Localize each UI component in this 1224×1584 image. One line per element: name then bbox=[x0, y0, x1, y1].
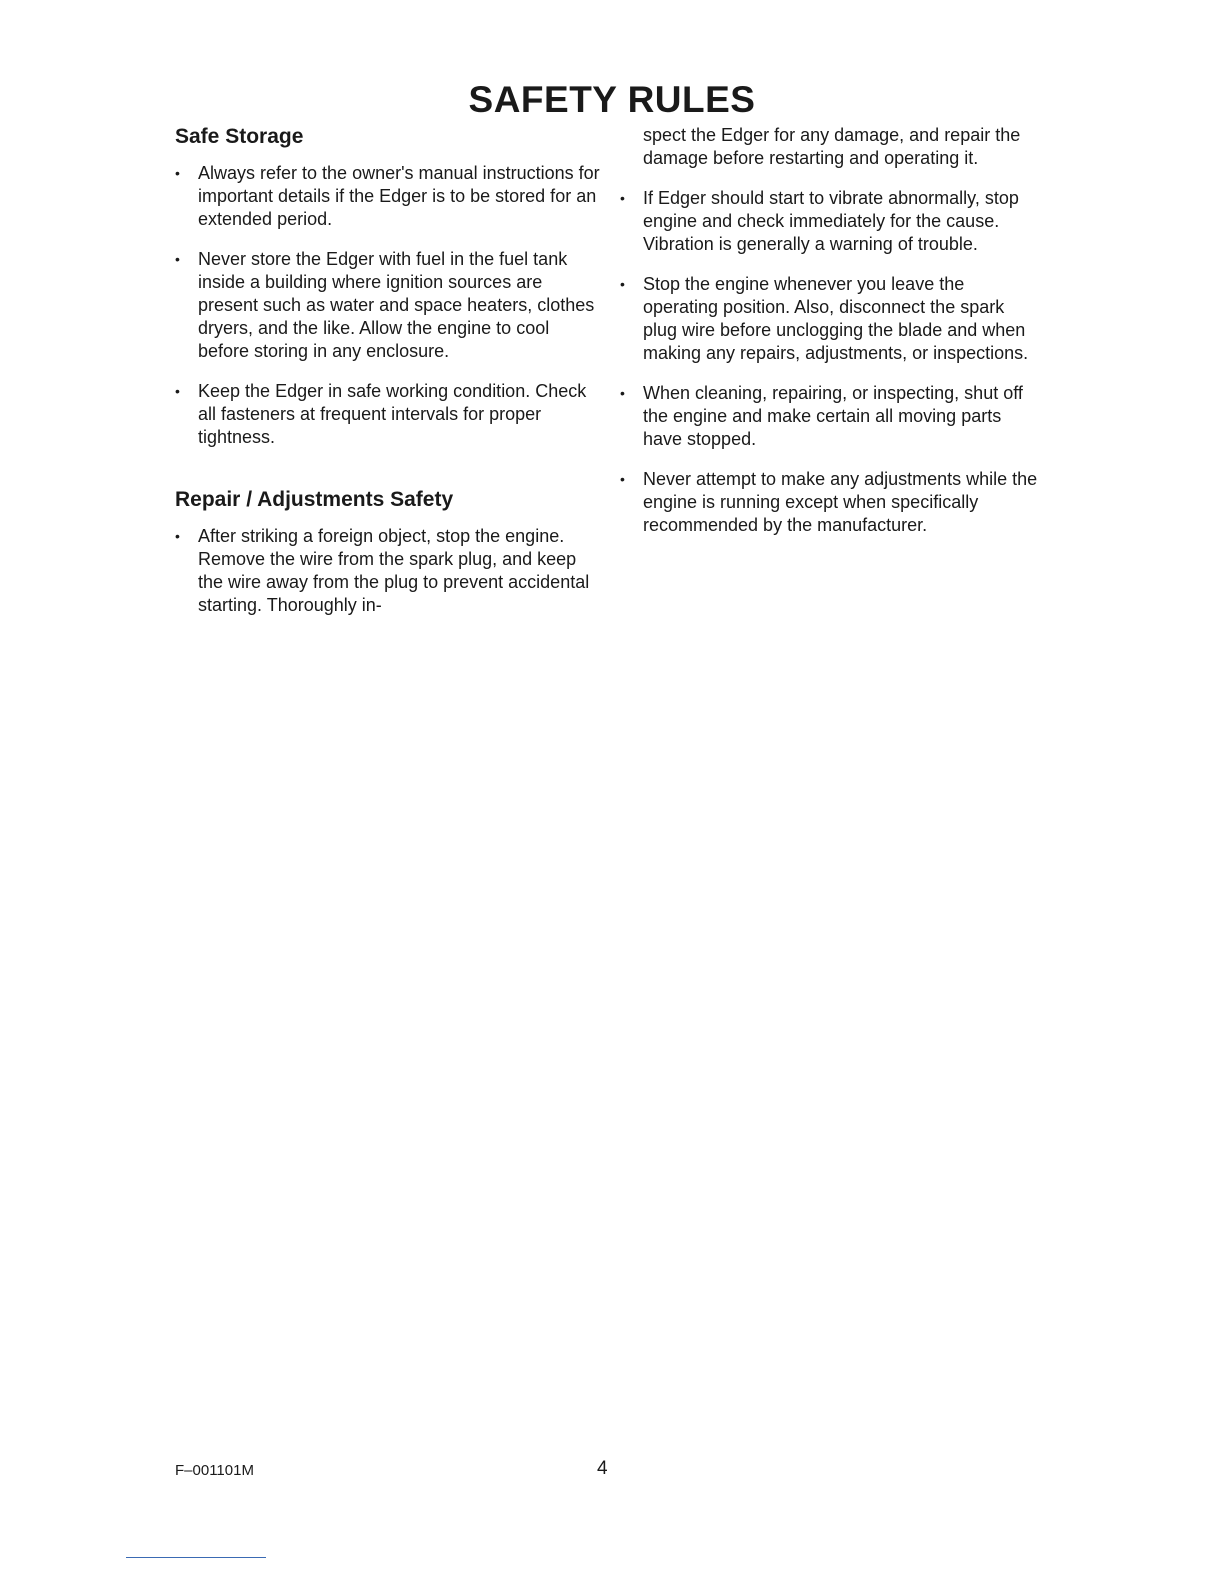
bullet-icon: • bbox=[620, 471, 625, 487]
safe-storage-list bbox=[175, 162, 600, 449]
list-item bbox=[175, 248, 600, 363]
left-column bbox=[175, 124, 600, 634]
list-item bbox=[620, 273, 1040, 365]
list-item-text: If Edger should start to vibrate abnormally, stop engine and check immediately for the cause. Vibration is generally a warning of trouble. bbox=[643, 188, 1019, 254]
bullet-icon: • bbox=[175, 251, 180, 268]
document-code: F–001101M bbox=[175, 1462, 254, 1479]
list-item bbox=[175, 380, 600, 449]
list-item bbox=[620, 468, 1040, 537]
repair-adjustments-list bbox=[175, 525, 600, 617]
list-item-text: Never store the Edger with fuel in the fuel tank inside a building where ignition sources are present such as water and space heaters, clothes dryers, and the like. Allow the engine to cool before storing in any enclosure. bbox=[198, 249, 595, 362]
list-item bbox=[620, 382, 1040, 451]
list-item-text: When cleaning, repairing, or inspecting, shut off the engine and make certain all moving parts have stopped. bbox=[643, 383, 1023, 449]
list-item bbox=[620, 187, 1040, 256]
list-item bbox=[175, 162, 600, 231]
repair-adjustments-list-continued bbox=[620, 187, 1040, 537]
list-item-text: Stop the engine whenever you leave the operating position. Also, disconnect the spark plug wire before unclogging the blade and when making any repairs, adjustments, or inspections. bbox=[643, 274, 1029, 363]
footer-divider bbox=[126, 1557, 266, 1558]
list-item-text: Never attempt to make any adjustments while the engine is running except when specifically recommended by the manufacturer. bbox=[643, 469, 1038, 535]
bullet-icon: • bbox=[175, 528, 180, 545]
list-item-text: Keep the Edger in safe working condition. Check all fasteners at frequent intervals for proper tightness. bbox=[198, 381, 587, 448]
bullet-icon: • bbox=[620, 385, 625, 401]
page-title: SAFETY RULES bbox=[468, 79, 756, 120]
page-number: 4 bbox=[597, 1458, 608, 1479]
bullet-icon: • bbox=[620, 276, 625, 292]
bullet-icon: • bbox=[175, 165, 180, 182]
continued-text: spect the Edger for any damage, and repair the damage before restarting and operating it. bbox=[643, 125, 1021, 168]
right-column bbox=[620, 124, 1040, 554]
list-item bbox=[175, 525, 600, 617]
section-heading-repair-adjustments: Repair / Adjustments Safety bbox=[175, 488, 454, 512]
list-item-text: Always refer to the owner's manual instructions for important details if the Edger is to be stored for an extended period. bbox=[198, 163, 600, 230]
bullet-icon: • bbox=[620, 190, 625, 206]
bullet-icon: • bbox=[175, 383, 180, 400]
list-item-text: After striking a foreign object, stop the engine. Remove the wire from the spark plug, and keep the wire away from the plug to prevent accidental starting. Thoroughly in- bbox=[198, 526, 590, 616]
section-heading-safe-storage: Safe Storage bbox=[175, 125, 304, 148]
